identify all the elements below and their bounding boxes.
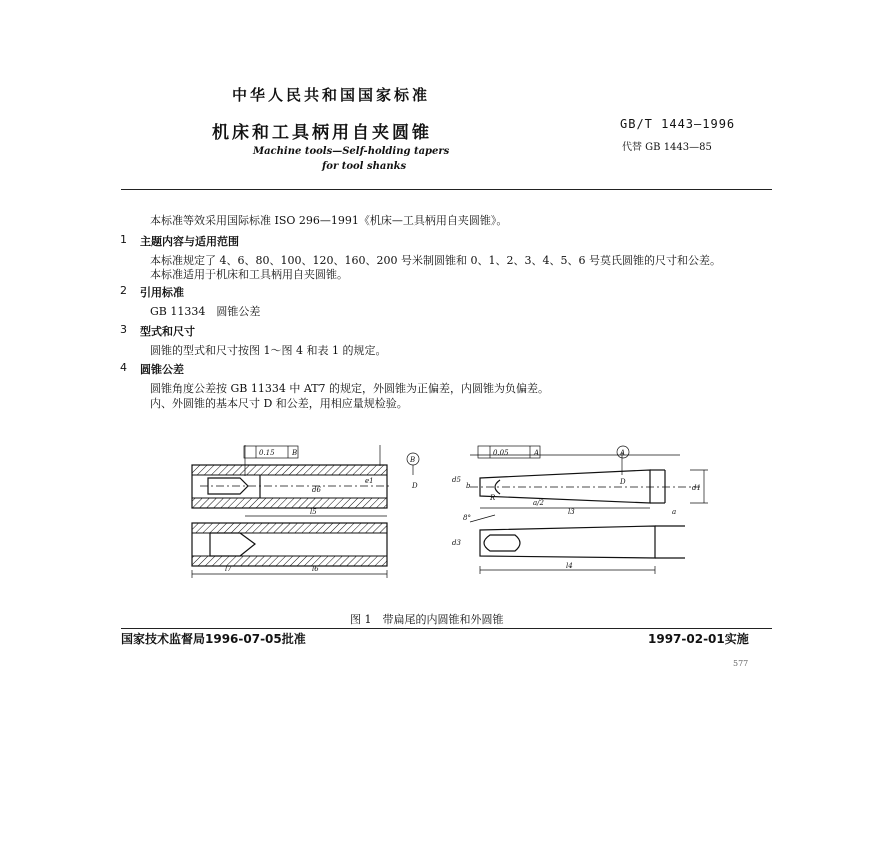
- label-d1: d1: [692, 484, 701, 492]
- label-tol-left: 0.15: [259, 449, 275, 457]
- label-b: b: [466, 482, 471, 490]
- external-taper-bottom-view: [470, 515, 685, 574]
- section-2-line-1: GB 11334 圆锥公差: [150, 305, 261, 318]
- english-title-line2: for tool shanks: [322, 161, 407, 172]
- label-datum-a-circle: A: [620, 449, 626, 457]
- intro-paragraph: 本标准等效采用国际标准 ISO 296—1991《机床—工具柄用自夹圆锥》。: [150, 214, 508, 227]
- footer-divider: [121, 628, 772, 629]
- section-1-line-2: 本标准适用于机床和工具柄用自夹圆锥。: [150, 268, 348, 281]
- section-4-number: 4: [120, 361, 127, 374]
- label-d6: d6: [312, 486, 321, 494]
- label-l6: l6: [312, 565, 319, 573]
- figure-caption: 图 1 带扁尾的内圆锥和外圆锥: [350, 613, 504, 626]
- section-2-number: 2: [120, 284, 127, 297]
- label-l5: l5: [310, 508, 317, 516]
- section-3-line-1: 圆锥的型式和尺寸按图 1～图 4 和表 1 的规定。: [150, 344, 387, 357]
- replaces-note: 代替 GB 1443—85: [622, 142, 712, 153]
- label-datum-b-circle: B: [410, 456, 416, 464]
- label-l7: l7: [225, 565, 232, 573]
- page-number: 577: [733, 659, 749, 668]
- label-d-big-right: D: [620, 478, 626, 486]
- section-3-number: 3: [120, 323, 127, 336]
- effective-date: 1997-02-01实施: [648, 632, 749, 646]
- label-d-big-left: D: [412, 482, 418, 490]
- label-l3: l3: [568, 508, 575, 516]
- section-1-number: 1: [120, 233, 127, 246]
- label-e1: e1: [365, 477, 374, 485]
- section-4-line-1: 圆锥角度公差按 GB 11334 中 AT7 的规定，外圆锥为正偏差，内圆锥为负偏差。: [150, 382, 550, 395]
- document-title: 机床和工具柄用自夹圆锥: [212, 123, 432, 143]
- standard-title: 中华人民共和国国家标准: [232, 86, 431, 104]
- section-4-line-2: 内、外圆锥的基本尺寸 D 和公差，用相应量规检验。: [150, 397, 408, 410]
- internal-taper-top-view: [192, 445, 390, 508]
- approval-note: 国家技术监督局1996-07-05批准: [121, 632, 306, 646]
- section-4-title: 圆锥公差: [140, 363, 184, 376]
- internal-taper-bottom-view: [192, 516, 387, 578]
- section-2-title: 引用标准: [140, 286, 184, 299]
- label-d5: d5: [452, 476, 461, 484]
- label-tol-right: 0.05: [493, 449, 509, 457]
- label-d3: d3: [452, 539, 461, 547]
- label-a: a: [672, 508, 677, 516]
- label-r: R: [490, 494, 496, 502]
- label-l4: l4: [566, 562, 573, 570]
- section-3-title: 型式和尺寸: [140, 325, 195, 338]
- english-title-line1: Machine tools—Self-holding tapers: [253, 146, 450, 157]
- label-half-a: a/2: [533, 499, 544, 507]
- standard-code: GB/T 1443—1996: [620, 117, 736, 131]
- label-datum-a: A: [534, 449, 540, 457]
- label-datum-b: B: [292, 449, 298, 457]
- label-angle: 8°: [463, 514, 471, 522]
- section-1-title: 主题内容与适用范围: [140, 235, 239, 248]
- section-1-line-1: 本标准规定了 4、6、80、100、120、160、200 号米制圆锥和 0、1、2、3、4、5、6 号莫氏圆锥的尺寸和公差。: [150, 254, 721, 267]
